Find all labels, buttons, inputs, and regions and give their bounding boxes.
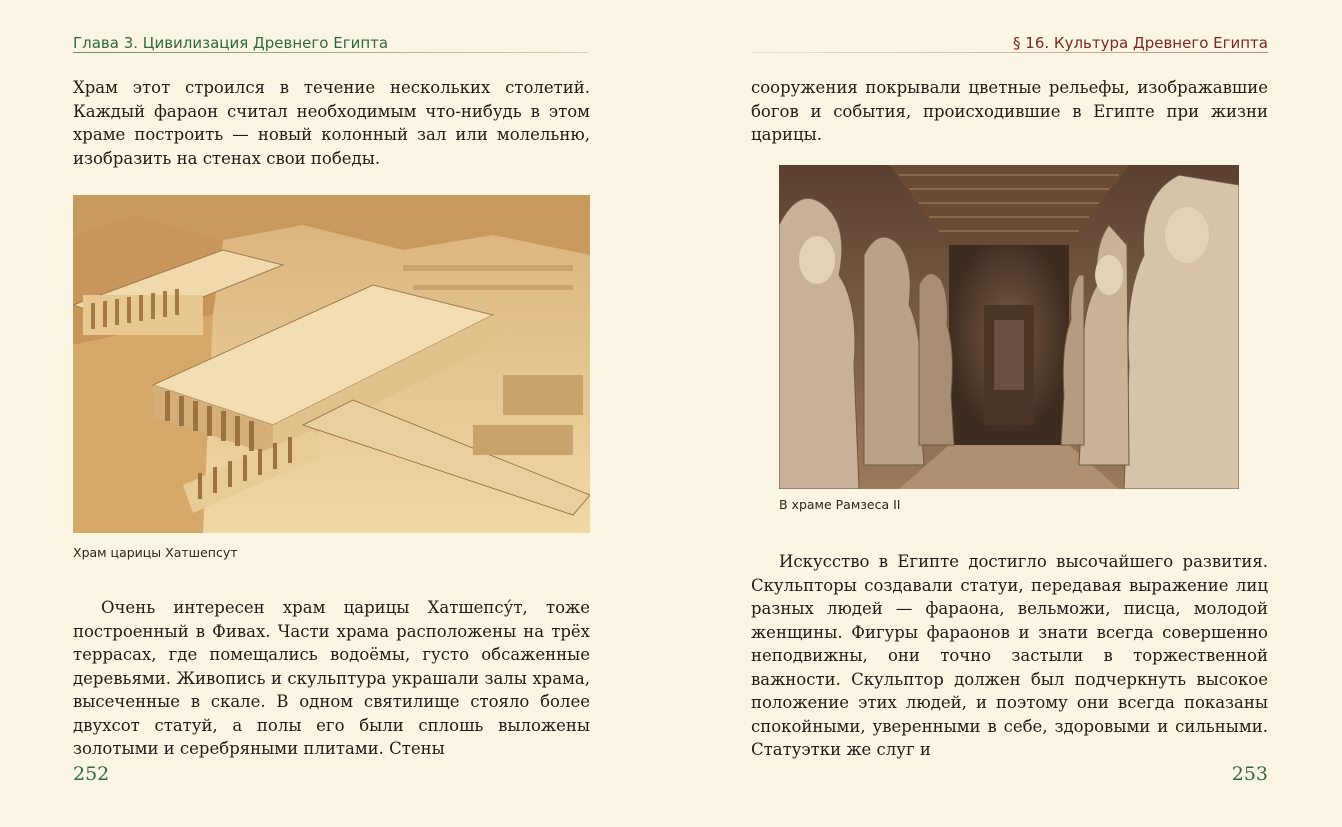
- ramesses-caption: В храме Рамзеса II: [779, 497, 901, 512]
- left-bottom-text: [73, 596, 590, 761]
- hatshepsut-temple-illustration: [73, 195, 590, 533]
- page-number-right: 253: [1231, 763, 1268, 785]
- left-top-text: [73, 76, 590, 170]
- right-bottom-paragraph: Искусство в Египте достигло высочайшего развития. Скульпторы создавали статуи, передавая выражение лиц разных людей — фараона, вельможи, писца, молодой женщины. Фигуры фараонов и знати всегда совершенно неподвижны, они точно застыли в торжественной важности. Скульптор должен был подчеркнуть высокое положение этих людей, и поэтому они всегда показаны спокойными, уверенными в себе, здоровыми и сильными. Статуэтки же слуг и: [751, 552, 1268, 759]
- left-top-paragraph: Храм этот строился в течение нескольких столетий. Каждый фараон считал необходимым что-нибудь в этом храме построить — новый колонный зал или молельню, изобразить на стенах свои победы.: [73, 78, 590, 168]
- right-top-paragraph: сооружения покрывали цветные рельефы, изображавшие богов и события, происходившие в Египте при жизни царицы.: [751, 78, 1268, 144]
- running-head-rule: [73, 52, 588, 53]
- ramesses-temple-photo: [779, 165, 1239, 489]
- right-top-text: [751, 76, 1268, 147]
- page-number-left: 252: [73, 763, 110, 785]
- running-head-rule: [751, 52, 1268, 53]
- left-bottom-paragraph: Очень интересен храм царицы Хатшепсу́т, тоже построенный в Фивах. Части храма расположены на трёх террасах, где помещались водоёмы, густо обсаженные деревьями. Живопись и скульптура украшали залы храма, высеченные в скале. В одном святилище стояло более двухсот статуй, а полы его были сплошь выложены золотыми и серебряными плитами. Стены: [73, 598, 590, 758]
- section-running-head: § 16. Культура Древнего Египта: [1013, 34, 1268, 52]
- right-page: [671, 0, 1342, 827]
- ramesses-temple-illustration: [779, 165, 1239, 489]
- hatshepsut-temple-photo: [73, 195, 590, 533]
- chapter-running-head: Глава 3. Цивилизация Древнего Египта: [73, 34, 389, 52]
- right-bottom-text: [751, 550, 1268, 762]
- hatshepsut-caption: Храм царицы Хатшепсут: [73, 545, 238, 560]
